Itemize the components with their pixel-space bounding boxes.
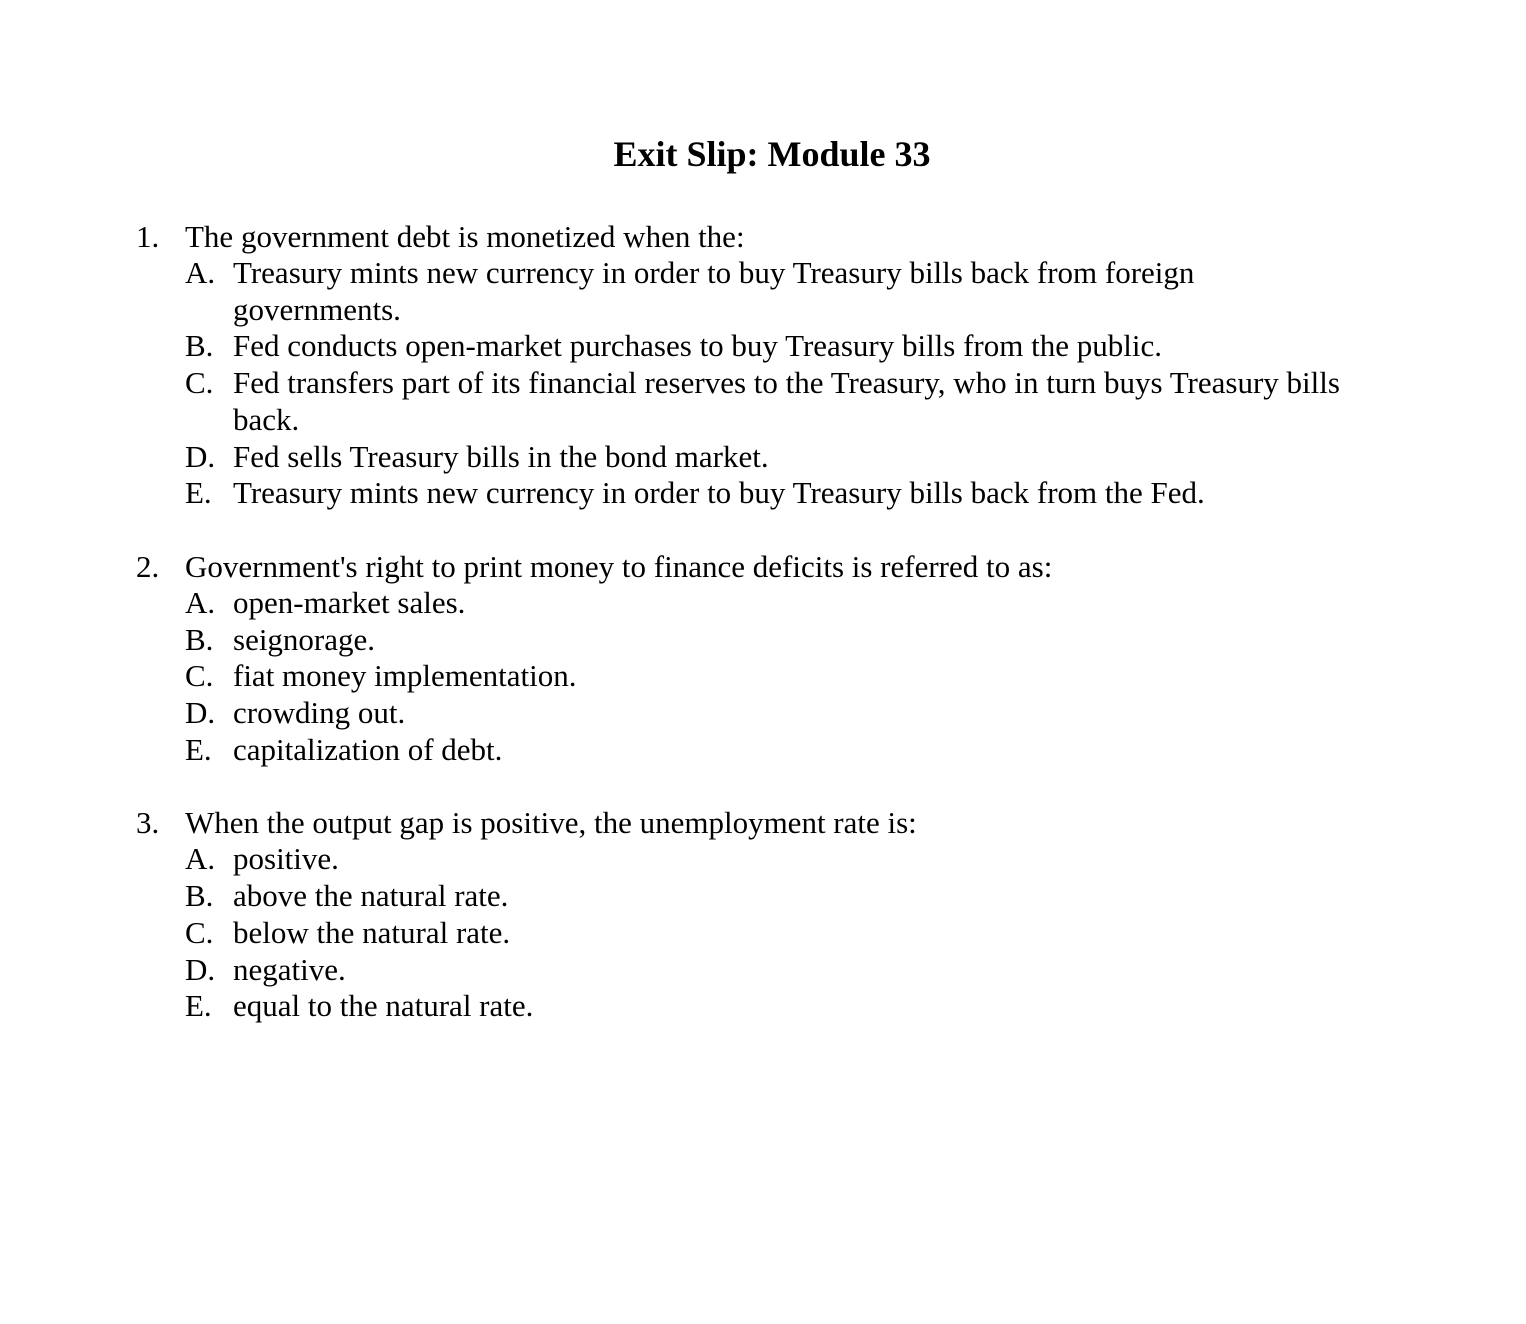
- answer-option: [0, 255, 1526, 328]
- answer-option: [0, 622, 1526, 659]
- option-letter: E.: [185, 988, 212, 1024]
- option-letter: B.: [185, 878, 214, 914]
- option-letter: B.: [185, 621, 214, 657]
- option-letter: E.: [185, 731, 212, 767]
- answer-option: [0, 915, 1526, 952]
- option-text: below the natural rate.: [233, 914, 511, 950]
- answer-option: [0, 952, 1526, 989]
- option-text: Fed sells Treasury bills in the bond market.: [233, 438, 769, 474]
- option-letter: D.: [185, 438, 216, 474]
- question-text: The government debt is monetized when the:: [185, 219, 745, 254]
- answer-option: [0, 439, 1526, 476]
- answer-option: [0, 732, 1526, 769]
- question-2: [0, 548, 1526, 769]
- spacer: [0, 512, 1526, 548]
- question-3: [0, 804, 1526, 1025]
- question-list: [0, 218, 1526, 1025]
- question-number: 2.: [136, 548, 160, 584]
- answer-option: [0, 585, 1526, 622]
- option-letter: C.: [185, 365, 214, 401]
- option-text: Fed conducts open-market purchases to buy Treasury bills from the public.: [233, 328, 1162, 364]
- option-letter: D.: [185, 951, 216, 987]
- answer-option: [0, 695, 1526, 732]
- answer-option: [0, 365, 1526, 438]
- question-stem: [0, 218, 1526, 255]
- option-text: equal to the natural rate.: [233, 988, 534, 1024]
- option-text: positive.: [233, 841, 339, 877]
- option-text: seignorage.: [233, 621, 376, 657]
- answer-option: [0, 475, 1526, 512]
- option-text: open-market sales.: [233, 584, 466, 620]
- question-stem: [0, 804, 1526, 841]
- question-1: [0, 218, 1526, 512]
- answer-option: [0, 328, 1526, 365]
- option-letter: E.: [185, 475, 212, 511]
- option-letter: B.: [185, 328, 214, 364]
- answer-option: [0, 841, 1526, 878]
- option-letter: C.: [185, 914, 214, 950]
- question-text: Government's right to print money to finance deficits is referred to as:: [185, 548, 1053, 584]
- option-text: Fed transfers part of its financial reserves to the Treasury, who in turn buys Treasury bills back.: [233, 365, 1340, 437]
- option-letter: A.: [185, 841, 216, 877]
- option-letter: A.: [185, 584, 216, 620]
- answer-option: [0, 878, 1526, 915]
- option-text: capitalization of debt.: [233, 731, 503, 767]
- question-number: 1.: [136, 219, 160, 254]
- option-text: above the natural rate.: [233, 878, 509, 914]
- question-text: When the output gap is positive, the unemployment rate is:: [185, 805, 917, 841]
- option-text: negative.: [233, 951, 346, 987]
- page-title: Exit Slip: Module 33: [613, 134, 931, 174]
- option-letter: D.: [185, 695, 216, 731]
- option-text: Treasury mints new currency in order to buy Treasury bills back from foreign governments.: [233, 255, 1195, 327]
- option-letter: C.: [185, 658, 214, 694]
- option-text: Treasury mints new currency in order to buy Treasury bills back from the Fed.: [233, 475, 1205, 511]
- answer-option: [0, 988, 1526, 1025]
- option-letter: A.: [185, 255, 216, 290]
- option-text: crowding out.: [233, 695, 406, 731]
- answer-option: [0, 658, 1526, 695]
- question-stem: [0, 548, 1526, 585]
- question-number: 3.: [136, 805, 160, 841]
- option-text: fiat money implementation.: [233, 658, 577, 694]
- spacer: [0, 768, 1526, 804]
